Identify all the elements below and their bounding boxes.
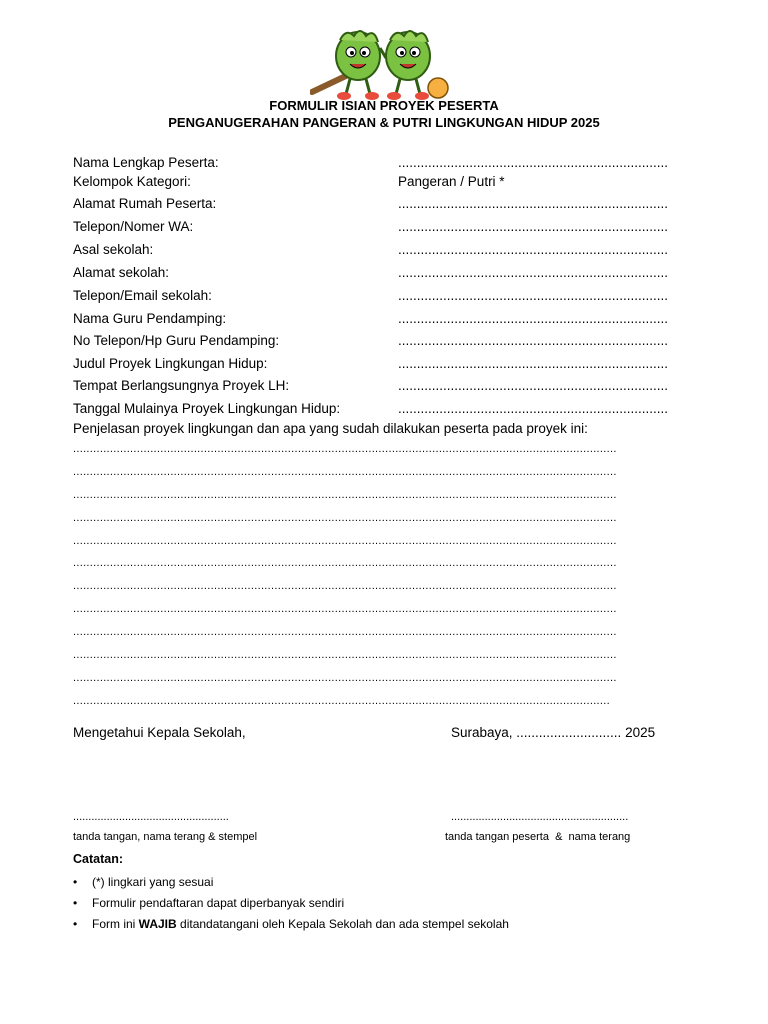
field-value-telepon-wa[interactable]: ........................................................................	[398, 219, 669, 234]
note-item	[73, 875, 213, 890]
field-label-tanggal-proyek: Tanggal Mulainya Proyek Lingkungan Hidup:	[73, 401, 341, 416]
principal-signature-caption: tanda tangan, nama terang & stempel	[73, 831, 258, 843]
field-value-guru-pendamping[interactable]: ........................................................................	[398, 311, 669, 326]
field-label-telepon-email-sekolah: Telepon/Email sekolah:	[73, 288, 212, 303]
field-label-guru-pendamping: Nama Guru Pendamping:	[73, 311, 227, 326]
form-subtitle: PENGANUGERAHAN PANGERAN & PUTRI LINGKUNGAN HIDUP 2025	[168, 115, 600, 130]
field-value-tempat-proyek[interactable]: ........................................................................	[398, 378, 669, 393]
description-line[interactable]: ..................................................................................................................................................................	[73, 443, 617, 455]
place-date-line[interactable]: Surabaya, ............................ 2025	[451, 725, 656, 740]
note-text-rest: ditandatangani oleh Kepala Sekolah dan ada stempel sekolah	[176, 917, 509, 931]
notes-title: Catatan:	[73, 852, 124, 866]
description-line[interactable]: ..................................................................................................................................................................	[73, 512, 617, 524]
field-value-telepon-email-sekolah[interactable]: ........................................................................	[398, 288, 669, 303]
participant-signature-caption: tanda tangan peserta & nama terang	[445, 831, 631, 843]
description-line[interactable]: ..................................................................................................................................................................	[73, 626, 617, 638]
description-line[interactable]: ..................................................................................................................................................................	[73, 557, 617, 569]
field-value-tanggal-proyek[interactable]: ........................................................................	[398, 401, 669, 416]
bullet-icon: •	[73, 896, 78, 910]
principal-signature-line[interactable]: ...................................................	[73, 811, 229, 823]
field-label-alamat-sekolah: Alamat sekolah:	[73, 265, 170, 280]
field-value-alamat-sekolah[interactable]: ........................................................................	[398, 265, 669, 280]
mascot-pair-logo-icon	[310, 22, 450, 104]
description-line[interactable]: ..................................................................................................................................................................	[73, 603, 617, 615]
description-line[interactable]: ..................................................................................................................................................................	[73, 580, 617, 592]
note-text: Formulir pendaftaran dapat diperbanyak sendiri	[92, 896, 345, 910]
form-title: FORMULIR ISIAN PROYEK PESERTA	[269, 98, 499, 113]
field-label-tempat-proyek: Tempat Berlangsungnya Proyek LH:	[73, 378, 290, 393]
note-item	[73, 896, 344, 911]
description-line[interactable]: ................................................................................................................................................................	[73, 695, 610, 707]
field-label-asal-sekolah: Asal sekolah:	[73, 242, 154, 257]
participant-signature-line[interactable]: ..........................................................	[451, 811, 629, 823]
field-value-kategori[interactable]: Pangeran / Putri *	[398, 174, 505, 189]
field-value-alamat-rumah[interactable]: ........................................................................	[398, 196, 669, 211]
description-line[interactable]: ..................................................................................................................................................................	[73, 649, 617, 661]
note-text: (*) lingkari yang sesuai	[92, 875, 214, 889]
field-label-kategori: Kelompok Kategori:	[73, 174, 191, 189]
field-value-judul-proyek[interactable]: ........................................................................	[398, 356, 669, 371]
field-value-telepon-guru[interactable]: ........................................................................	[398, 333, 669, 348]
field-value-asal-sekolah[interactable]: ........................................................................	[398, 242, 669, 257]
bullet-icon: •	[73, 917, 78, 931]
principal-acknowledgement: Mengetahui Kepala Sekolah,	[73, 725, 246, 740]
description-line[interactable]: ..................................................................................................................................................................	[73, 489, 617, 501]
field-value-nama[interactable]: ........................................................................	[398, 155, 669, 170]
description-prompt: Penjelasan proyek lingkungan dan apa yang sudah dilakukan peserta pada proyek ini:	[73, 421, 588, 436]
note-text: Form ini	[92, 917, 139, 931]
note-item	[73, 917, 509, 932]
field-label-judul-proyek: Judul Proyek Lingkungan Hidup:	[73, 356, 268, 371]
description-line[interactable]: ..................................................................................................................................................................	[73, 535, 617, 547]
field-label-telepon-guru: No Telepon/Hp Guru Pendamping:	[73, 333, 280, 348]
description-line[interactable]: ..................................................................................................................................................................	[73, 672, 617, 684]
description-line[interactable]: ..................................................................................................................................................................	[73, 466, 617, 478]
field-label-telepon-wa: Telepon/Nomer WA:	[73, 219, 194, 234]
field-label-nama: Nama Lengkap Peserta:	[73, 155, 219, 170]
field-label-alamat-rumah: Alamat Rumah Peserta:	[73, 196, 217, 211]
bullet-icon: •	[73, 875, 78, 889]
note-emphasis: WAJIB	[138, 917, 177, 931]
